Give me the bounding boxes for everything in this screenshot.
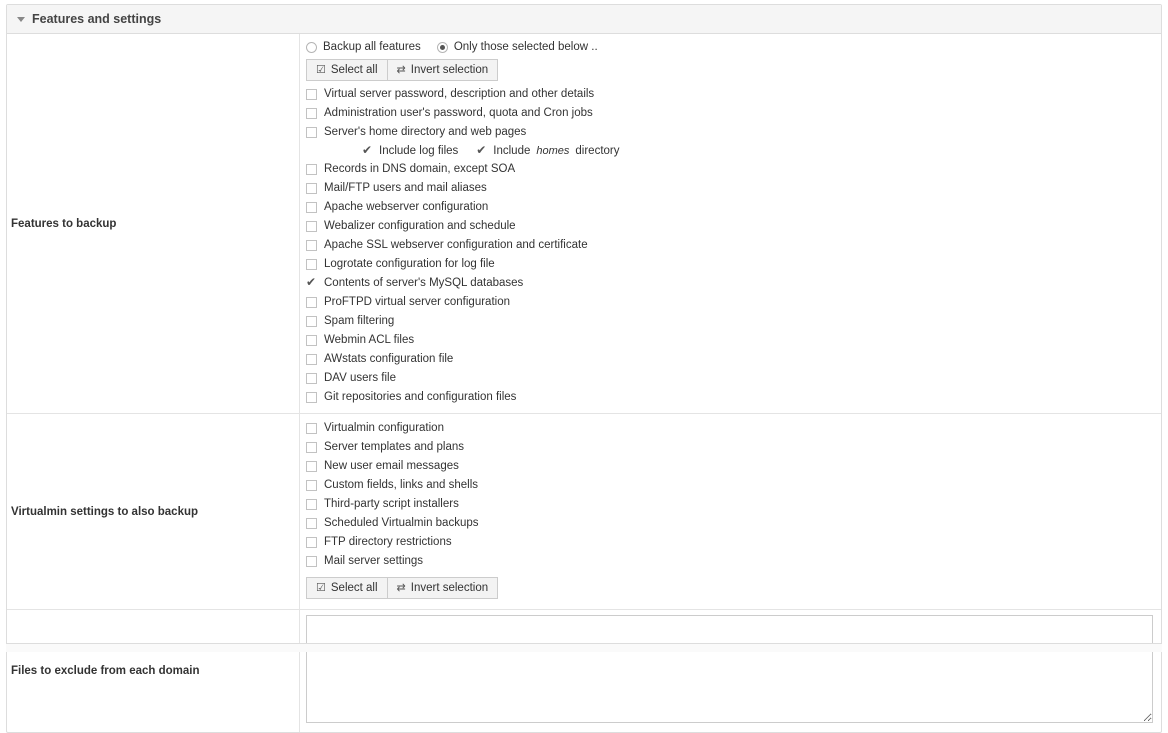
features-invert-selection-button[interactable]	[388, 59, 499, 81]
virtualmin-setting-label: Third-party script installers	[324, 498, 459, 510]
checkbox-row[interactable]	[306, 350, 1153, 369]
feature-checkbox[interactable]	[306, 335, 317, 346]
checkbox-row[interactable]	[306, 438, 1153, 457]
home-directory-sub-options	[306, 142, 1153, 160]
checkbox-row[interactable]	[306, 198, 1153, 217]
features-select-buttons	[306, 59, 1153, 81]
row-features-to-backup	[7, 34, 1161, 414]
feature-label: Git repositories and configuration files	[324, 391, 517, 403]
checkbox-row[interactable]	[306, 179, 1153, 198]
features-row-field	[299, 34, 1161, 413]
panel-title: Features and settings	[32, 12, 162, 26]
features-row-label: Features to backup	[11, 217, 117, 230]
checkbox-row[interactable]	[306, 369, 1153, 388]
feature-checkbox[interactable]	[306, 354, 317, 365]
invert-icon: ⇄	[396, 582, 406, 594]
virtualmin-setting-label: Virtualmin configuration	[324, 422, 444, 434]
virtualmin-setting-label: FTP directory restrictions	[324, 536, 452, 548]
virtualmin-setting-label: Mail server settings	[324, 555, 424, 567]
feature-checkbox[interactable]	[306, 164, 317, 175]
feature-label: Spam filtering	[324, 315, 395, 327]
include-log-files-label: Include log files	[379, 145, 459, 157]
include-homes-italic-word: homes	[536, 145, 570, 157]
checkbox-icon: ☑	[316, 582, 326, 594]
features-select-all-label: Select all	[330, 64, 378, 76]
exclude-row-label: Files to exclude from each domain	[11, 665, 200, 677]
feature-label: Apache SSL webserver configuration and certificate	[324, 239, 588, 251]
virtualmin-setting-checkbox[interactable]	[306, 480, 317, 491]
exclude-files-textarea[interactable]	[306, 615, 1153, 723]
feature-label: Contents of server's MySQL databases	[324, 277, 524, 289]
checkbox-row[interactable]	[306, 331, 1153, 350]
feature-label: AWstats configuration file	[324, 353, 454, 365]
radio-only-selected[interactable]	[437, 42, 448, 53]
checkbox-row[interactable]	[306, 514, 1153, 533]
radio-backup-all-features[interactable]	[306, 42, 317, 53]
feature-label: Apache webserver configuration	[324, 201, 489, 213]
radio-only-selected-label: Only those selected below ..	[453, 41, 598, 53]
invert-icon: ⇄	[396, 64, 406, 76]
checkbox-row[interactable]	[306, 85, 1153, 104]
settings-rows	[7, 34, 1161, 732]
feature-checkbox[interactable]	[306, 297, 317, 308]
features-invert-selection-label: Invert selection	[410, 64, 489, 76]
features-select-all-button[interactable]	[306, 59, 388, 81]
include-log-files-option[interactable]	[362, 145, 458, 157]
feature-label: Server's home directory and web pages	[324, 126, 527, 138]
virtualmin-setting-checkbox[interactable]	[306, 423, 317, 434]
checkbox-row[interactable]	[306, 476, 1153, 495]
feature-checkbox[interactable]	[306, 240, 317, 251]
checkbox-row[interactable]	[306, 457, 1153, 476]
feature-label: Administration user's password, quota and Cron jobs	[324, 107, 593, 119]
checkbox-row[interactable]	[306, 123, 1153, 142]
checkbox-row[interactable]	[306, 495, 1153, 514]
virtualmin-setting-label: Scheduled Virtualmin backups	[324, 517, 479, 529]
virtualmin-setting-label: Server templates and plans	[324, 441, 464, 453]
feature-checkbox[interactable]	[306, 316, 317, 327]
virtualmin-setting-checkbox[interactable]	[306, 537, 317, 548]
virtualmin-row-label: Virtualmin settings to also backup	[11, 505, 199, 518]
feature-checkbox[interactable]	[306, 108, 317, 119]
feature-label: Mail/FTP users and mail aliases	[324, 182, 487, 194]
checkbox-row[interactable]	[306, 217, 1153, 236]
features-and-settings-panel	[6, 4, 1162, 733]
feature-label: Logrotate configuration for log file	[324, 258, 495, 270]
feature-checkbox[interactable]	[306, 278, 317, 289]
virtualmin-invert-selection-label: Invert selection	[410, 582, 489, 594]
checkbox-row[interactable]	[306, 552, 1153, 571]
checkbox-row[interactable]	[306, 104, 1153, 123]
checkbox-row[interactable]	[306, 293, 1153, 312]
caret-down-icon[interactable]	[17, 17, 25, 22]
feature-checkbox[interactable]	[306, 392, 317, 403]
backup-settings-page	[0, 4, 1168, 677]
feature-checkbox[interactable]	[306, 373, 317, 384]
feature-checkbox[interactable]	[306, 259, 317, 270]
include-homes-suffix: directory	[575, 145, 620, 157]
checkbox-row[interactable]	[306, 274, 1153, 293]
page-footer-strip	[6, 643, 1162, 652]
feature-checkbox[interactable]	[306, 202, 317, 213]
panel-header[interactable]	[7, 5, 1161, 34]
include-log-files-checkbox[interactable]	[362, 146, 373, 157]
checkbox-row[interactable]	[306, 160, 1153, 179]
feature-checkbox[interactable]	[306, 127, 317, 138]
checkbox-row[interactable]	[306, 255, 1153, 274]
feature-label: Virtual server password, description and other details	[324, 88, 595, 100]
checkbox-row[interactable]	[306, 312, 1153, 331]
virtualmin-select-buttons	[306, 577, 1153, 599]
row-files-to-exclude	[7, 610, 1161, 732]
backup-scope-radios	[306, 39, 1153, 56]
virtualmin-invert-selection-button[interactable]	[388, 577, 499, 599]
virtualmin-select-all-button[interactable]	[306, 577, 388, 599]
virtualmin-select-all-label: Select all	[330, 582, 378, 594]
feature-checkbox[interactable]	[306, 183, 317, 194]
feature-checkbox[interactable]	[306, 89, 317, 100]
virtualmin-setting-checkbox[interactable]	[306, 499, 317, 510]
include-homes-directory-option[interactable]	[476, 145, 619, 157]
checkbox-row[interactable]	[306, 533, 1153, 552]
virtualmin-setting-checkbox[interactable]	[306, 556, 317, 567]
feature-label: DAV users file	[324, 372, 397, 384]
feature-label: Webmin ACL files	[324, 334, 415, 346]
radio-backup-all-features-label: Backup all features	[323, 41, 421, 53]
feature-checkbox[interactable]	[306, 221, 317, 232]
include-homes-checkbox[interactable]	[476, 146, 487, 157]
feature-label: Webalizer configuration and schedule	[324, 220, 516, 232]
virtualmin-setting-label: New user email messages	[324, 460, 459, 472]
virtualmin-setting-checkbox[interactable]	[306, 461, 317, 472]
checkbox-row[interactable]	[306, 419, 1153, 438]
virtualmin-setting-checkbox[interactable]	[306, 442, 317, 453]
exclude-row-field	[299, 610, 1161, 732]
feature-label: Records in DNS domain, except SOA	[324, 163, 516, 175]
row-virtualmin-settings	[7, 414, 1161, 610]
virtualmin-setting-label: Custom fields, links and shells	[324, 479, 479, 491]
include-homes-prefix: Include	[493, 145, 531, 157]
checkbox-row[interactable]	[306, 236, 1153, 255]
virtualmin-row-field	[299, 414, 1161, 609]
checkbox-row[interactable]	[306, 388, 1153, 407]
feature-label: ProFTPD virtual server configuration	[324, 296, 510, 308]
virtualmin-setting-checkbox[interactable]	[306, 518, 317, 529]
checkbox-icon: ☑	[316, 64, 326, 76]
